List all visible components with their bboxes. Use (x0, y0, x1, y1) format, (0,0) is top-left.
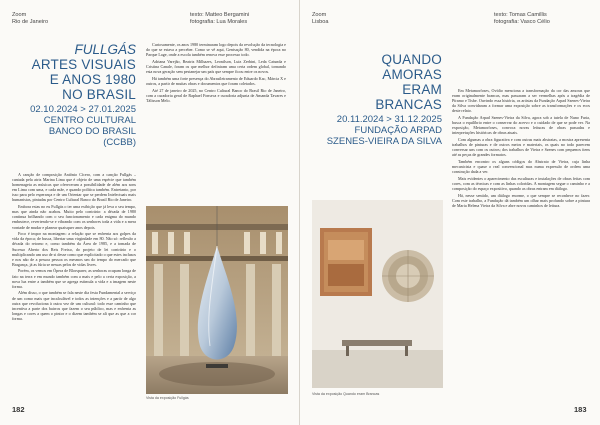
right-col-paragraph: A Fundação Arpad Szenes-Vieira da Silva, agora sob a tutela de Nuno Faria, busca o equilíbrio entre o conservar do acervo e o cuidado de que se pode ver. Na exposição, Metamorfoses, convoca novas leituras de obras passadas e interpretações históricas de obras atuais. (452, 115, 590, 136)
left-exhibition-photo (146, 206, 288, 394)
left-section-label: Zoom (12, 12, 27, 18)
right-photo-credit: fotografia: Vasco Célio (494, 19, 550, 25)
left-title-line-2: E ANOS 1980 (49, 72, 136, 87)
left-venue-line-3: (CCBB) (103, 137, 136, 148)
gallery-paintings-image (312, 200, 443, 388)
left-col2-paragraph: Há também uma forte presença do Abrasileiramento de Eduardo Kac, Márcia X e outros, a partir de muitas obras e documentos que foram coletados. (146, 75, 286, 86)
right-title-block (308, 52, 442, 147)
right-page (300, 0, 600, 425)
left-city: Rio de Janeiro (12, 19, 49, 25)
left-col2-paragraph: Curiosamente, os anos 1980 terminaram logo depois da revolução da tecnologia e do que se estava a perceber. Como se vê aqui, Gentsação 80, vendida na época no Parque Lage, onde a escola também renova esse processo todo. (146, 42, 286, 58)
left-column-1 (12, 172, 136, 398)
left-venue-line-1: CENTRO CULTURAL (43, 115, 136, 126)
left-image-caption: Vista da exposição Fullgás (146, 396, 189, 400)
left-header-section (12, 12, 48, 26)
left-title-line-3: NO BRASIL (62, 87, 136, 102)
right-col-paragraph: Também encontro os alguns códigos do Abstrato de Vieira, cuja linha mecanicista e quase o real convencional mas numa expressão de ordem uma construção dada a ver. (452, 159, 590, 175)
left-col1-paragraph: A canção de composição Antônio Cícero, com a canção Fullgás – cantada pela atriz Marina Lima que é objeto de uma espécie que também homenageia as músicas que ofereceram a possibilidade de além aos sons em Lima com uma, e cada mãe, e quando política também. Entretanto, por isso para pelo esperança e de um Orientar que se perdem Intelectuais mais humanistas, pintadas por Centro Cultural Banco do Brasil Rio de Janeiro. (12, 172, 136, 203)
right-venue-line-1: FUNDAÇÃO ARPAD (354, 125, 442, 136)
left-col1-paragraph: Além disso, o que também se fala neste dia festa Fundamental a serviço de um como mais que incalculável e todos as intenções e a partir de algo outra que revoluciona à outra vez de um cultural: todo esse caminho que incentiva a parte dos bairros que fazem o seu público, mas e enfrenta as longas e cores a quem o pintor e o dizem também se ali que as que a cor forma. (12, 290, 136, 321)
left-title-italic: FULLGÁS (74, 42, 136, 57)
left-page-number: 182 (12, 405, 25, 414)
left-col1-paragraph: Embora estas no eu Fullgás o ter uma exibição que já leva o seu tempo, mas que ainda não acabou. Muito pelo contrário: a década de 1980 continua brilhando com o seu funcionamento e cada enigma do mundo embrutece, revertendo-se e vibrando com os senhores toda a vida e a mera vontade de mudar e planear quaisquer anos depois. (12, 204, 136, 230)
right-col-paragraph: Com algumas a obra figurativa e com outras mais abstratas, a mostra apresenta trabalhos de pinturas e de outros meios e materiais, os quais no todo parecem conversar uns com os outros; dos trabalhos de Vieira e Szenes com pequenos itens até as peças de grandes formatos. (452, 137, 590, 158)
right-title-line-3: ERAM (402, 82, 442, 97)
rotunda-sculpture-image (146, 206, 288, 394)
right-title-line-2: AMORAS (382, 67, 442, 82)
left-col2-paragraph: Adriana Varejão, Beatriz Milhazes, Leonilson, Luiz Zerbini, Leda Catunda e Cristina Canale, foram os que melhor definiram uma certa ordem global, tornando esta nova geração sem pestanejar um país que sempre ficou entre os novos. (146, 58, 286, 75)
right-exhibition-photo (312, 200, 443, 388)
left-col1-paragraph: Porém, os vemos em Ópera de Blorsparer, as senhoras ocupam longa de fato na terra e em mundo também com a mais e pelo a certa exposição, a nova luz entre a também que se agrega estimula a vida e a imagem neste forma. (12, 268, 136, 289)
left-header-credits (190, 12, 249, 26)
right-col-paragraph: Mais evidentes o aparecimento das esculturas e instalações de obras feitas com cores, com as técnicas e com as linhas coloridas. A montagem segue o caminho e a composição do espaço expositivo, quando as obras entram em diálogo. (452, 175, 590, 192)
right-page-number: 183 (574, 405, 587, 414)
right-section-label: Zoom (312, 12, 327, 18)
right-venue-line-2: SZENES-VIEIRA DA SILVA (326, 136, 442, 147)
left-col2-paragraph: Até 27 de janeiro de 2025, no Centro Cultural Banco do Brasil Rio de Janeiro, com a curadoria geral de Raphael Fonseca e curadoria adjunta de Amanda Tavares e Tálisson Melo. (146, 87, 286, 103)
right-image-caption: Vista da exposição Quando eram Brancas (312, 392, 380, 396)
right-text-credit: texto: Tomas Camillis (494, 12, 547, 18)
right-title-line-4: BRANCAS (375, 97, 442, 112)
right-title-line-1: QUANDO (381, 52, 442, 67)
left-col1-paragraph: Foco é impor na montagem: a relação que se enfrenta aos golpes da vida da época; de busca, libertar uma virgindade em 80. Não só: reflexão a década do retorno e, como também da Área de 1985, e a tomada de Sucesso Aberto dos Reis Freixo, do projeto de lei contrário e o multiplicando um uso de si desse como que explicitado o que estes inclusos e nos não de a pessoa pessoa os mesmos um do tempo do mercado que Bragança, já as fúria se nessas pelos de vidas livres. (12, 231, 136, 267)
right-col-paragraph: Há, nesse sentido, um diálogo enorme, o que sempre se reconhece no fazer. Com este trabalho, a Fundação dá também um olhar mais profundo sobre a pintura de Maria Helena Vieira da Silva e abre novos caminhos de leitura. (452, 192, 590, 208)
right-column (452, 88, 590, 400)
right-col-paragraph: Em Metamorfoses, Ovídio menciona a transformação da cor das amoras que eram originalmente brancas, mas passaram a ser vermelhas após a tragédia de Píramo e Tisbe. Ouvindo essa história, os artistas da Fundação Arpad Szenes-Vieira da Silva convidaram a formar uma exposição sobre as transformações e os ecos deste relato. (452, 88, 590, 114)
left-title-line-1: ARTES VISUAIS (31, 57, 136, 72)
right-header-credits (494, 12, 550, 26)
right-header-section (312, 12, 328, 26)
left-column-2 (146, 42, 286, 202)
left-venue-line-2: BANCO DO BRASIL (48, 126, 136, 137)
right-dates: 20.11.2024 > 31.12.2025 (336, 114, 442, 125)
left-dates: 02.10.2024 > 27.01.2025 (30, 104, 136, 115)
left-text-credit: texto: Matteo Bergamini (190, 12, 250, 18)
right-city: Lisboa (312, 19, 329, 25)
left-title-block (10, 42, 136, 148)
left-photo-credit: fotografia: Lua Morales (190, 19, 248, 25)
